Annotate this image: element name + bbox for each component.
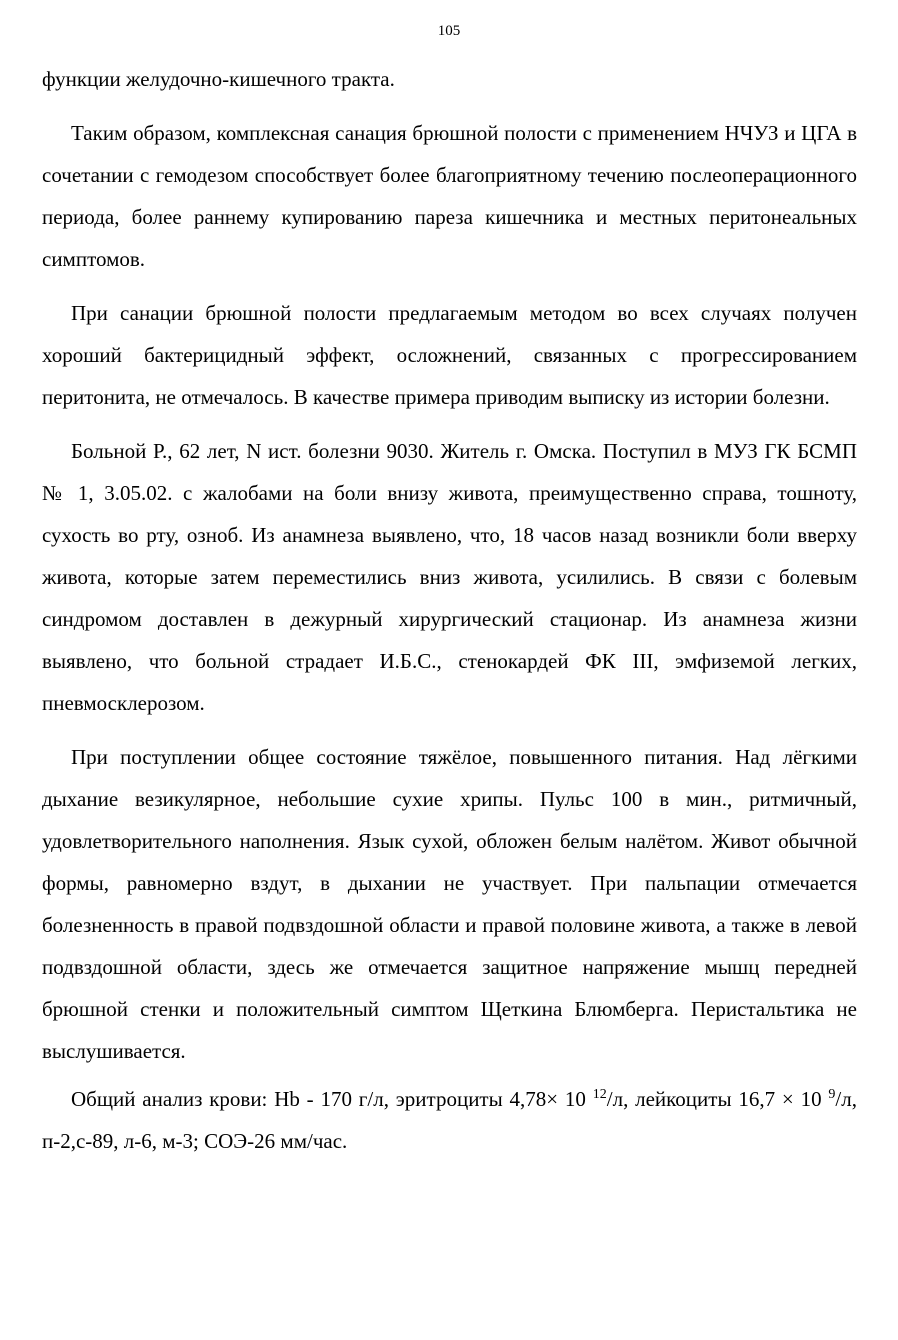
erythrocyte-unit: /л, лейкоциты (606, 1087, 732, 1111)
paragraph-patient-history: Больной Р., 62 лет, N ист. болезни 9030. Житель г. Омска. Поступил в МУЗ ГК БСМП № 1, 3.05.02. с жалобами на боли внизу живота, преимущественно справа, тошноту, сухость во рту, озноб. Из анамнеза выявлено, что, 18 часов назад возникли боли вверху живота, которые затем переместились вниз живота, усилились. В связи с болевым синдромом доставлен в дежурный хирургический стационар. Из анамнеза жизни выявлено, что больной страдает И.Б.С., стенокардей ФК III, эмфиземой легких, пневмосклерозом. (42, 439, 857, 715)
paragraph-sanitation-results: При санации брюшной полости предлагаемым методом во всех случаях получен хороший бактерицидный эффект, осложнений, связанных с прогрессированием перитонита, не отмечалось. В качестве примера приводим выписку из истории болезни. (42, 301, 857, 409)
document-body (42, 58, 857, 1162)
erythrocyte-exponent: 12 (592, 1087, 607, 1102)
page-number: 105 (437, 23, 461, 39)
blood-test-line1: Общий анализ крови: Hb - 170 г/л, эритроциты 4,78× 10 (71, 1087, 593, 1111)
leukocyte-exponent: 9 (828, 1087, 836, 1102)
paragraph-conclusion: Таким образом, комплексная санация брюшной полости с применением НЧУЗ и ЦГА в сочетании с гемодезом способствует более благоприятному течению послеоперационного периода, более раннему купированию пареза кишечника и местных перитонеальных симптомов. (42, 121, 857, 271)
paragraph-blood-test (42, 1078, 857, 1162)
paragraph-continuation: функции желудочно-кишечного тракта. (42, 67, 395, 91)
paragraph-admission-status: При поступлении общее состояние тяжёлое, повышенного питания. Над лёгкими дыхание везикулярное, небольшие сухие хрипы. Пульс 100 в мин., ритмичный, удовлетворительного наполнения. Язык сухой, обложен белым налётом. Живот обычной формы, равномерно вздут, в дыхании не участвует. При пальпации отмечается болезненность в правой подвздошной области и правой половине живота, а также в левой подвздошной области, здесь же отмечается защитное напряжение мышц передней брюшной стенки и положительный симптом Щеткина Блюмберга. Перистальтика не выслушивается. (42, 745, 857, 1063)
blood-test-line2-tail: /л, п-2,с-89, л-6, м-3; СОЭ-26 мм/час. (42, 1087, 857, 1153)
blood-test-line2-prefix: 16,7 × 10 (738, 1087, 829, 1111)
